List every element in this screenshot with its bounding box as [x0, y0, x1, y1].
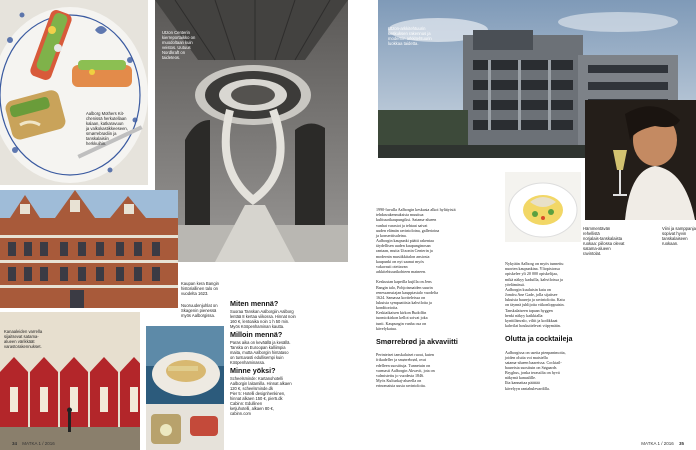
caption-renaissance-2: Nuoruudenjuhlat on Skagenin pienessä myös Aalborgissa.	[181, 303, 218, 318]
info-sidebar	[230, 298, 346, 416]
article-nightlife-paragraph: Nykyään Aalborg on myös tunnettu nuorten kaupunkina. Yliopistossa opiskelee yli 20 000 opiskelijaa, mikä näkyy kaduilla, kahviloissa ja yöelämässä. Aalborgin kuuluisin katu on Jomfru Ane Gade, jolla sijaitsee lukuisia baareja ja ravintoloita. Katu on täynnä juhlijoita viikonloppuisin. Tanskalaiseen tapaan hyggen henki näkyy kaikkialla: kynttilänvalo, viltit ja kodikkaat kahvilat houkuttelevat viipymään.	[505, 261, 565, 329]
caption-museum-building: Utzon-arkkitehtuurin keskuksen rakennus ja modernin arkkitehtuurin luokkaa taidetta.	[388, 26, 432, 46]
caption-wine-glass: Viini ja samppanja sopivat hyvin tanskalaiseen ruokaan.	[662, 226, 696, 246]
caption-atrium: Utzon Centerin kierreportaikko on muodoltaan kuin veistos. Uutuus Nordkraft on taideteos.	[162, 30, 196, 60]
article-column-2	[505, 256, 623, 396]
left-page-number: 34	[12, 441, 18, 446]
when-to-go-heading: Milloin mennä?	[230, 330, 283, 339]
how-to-go-body: Suoraa Tanskan Aalborgiin Aalborg lentää 8 kertaa viikossa. Hinnat noin 160 €, lentoaika noin 1 h 50 min. Myös Kööpenhaminan kautta.	[230, 309, 296, 329]
left-magazine-issue: MATKA 1 / 2016	[22, 441, 55, 446]
article-paragraph-2: Keskustan kapeilla kujilla on Jens Bangin talo, Pohjoismaiden suurin renessanssiajan kauppiastalo vuodelta 1624. Samassa kortteleissa on lukuisia sympaattisia kahviloita ja konditorioita. Keskiaikaisen kirkon Budolfin tuomiokirkon kellot soivat joka tunti. Kaupungin vanha osa on kävelykatua.	[376, 279, 439, 331]
caption-harbor-houses: Kanaaleiden varrella sijaitsevat satama- alueen värikkäät varastorakennukset.	[4, 329, 43, 349]
right-magazine-issue: MATKA 1 / 2016	[641, 441, 674, 446]
left-page-folio	[12, 441, 55, 446]
heading-smorrebrod: Smørrebrød ja akvaviitti	[376, 337, 458, 347]
food-plate-photo	[0, 0, 148, 185]
right-page-folio	[641, 441, 684, 446]
wine-glass-photo	[585, 100, 696, 220]
where-to-stay-body: Scheelsminde: Kartanohotelli Aalborgin laitamilla. Hinnat alkaen 120 €, scheelsminde.dk Pier 5: Hotelli designhenkinen, hinnat alkaen 150 €, pier5.dk Cabinn: Edullinen ketjuhotelli, alkaen 80 €, cabinn.com	[230, 376, 292, 416]
where-to-stay-heading: Minne yöksi?	[230, 366, 276, 375]
heading-beer-cocktails: Olutta ja cocktaileja	[505, 334, 573, 344]
caption-renaissance: Kaupan kera Bangin historiallinen talo on vuodelta 1623.	[181, 281, 219, 296]
article-intro-1: 1990-luvulla Aalborgin keskusta alkoi hylätyistä tehdasrakennuksista muuttua kulttuurikaupungiksi. Satama-alueen vanhat varastot ja tehtaat saivat uuden elämän ravintoloina, gallerioina ja konserttisaleina. Aalborgin kaupunki päätti rakentaa täydellisen uuden kaupunginosan rantaan, mutta Utzonin Centerin ja modernin musiikkitalon ansiosta kaupunki on nyt saanut myös vakavasti otettavan arkkitehtuurikohteen maineen.	[376, 207, 456, 275]
right-page-number: 35	[678, 441, 684, 446]
article-beer-paragraph: Aalborgissa on useita pienpanimoita, joiden oluita voi maistella satama-alueen baareissa. Cocktail- baareista suosituin on Søgaards Bryghus, jonka terassilta on hyvä näkymä kanaalille. Ilta kannattaa päättää kävelyyn rantabulevardilla.	[505, 349, 566, 391]
bread-dish-photo	[146, 326, 224, 450]
renaissance-building-photo	[0, 190, 178, 308]
fish-dish-photo	[505, 172, 581, 242]
article-food-paragraph: Perinteiset tanskalaiset ruoat, kuten frikadeller ja smørrebrød, ovat edelleen suosittuja. Tunnetuin on varmasti Aalborgin Akvavit, jota on valmistettu jo vuodesta 1846. Myös Kulturkaj-alueella on erinomaisia uusia ravintoloita.	[376, 352, 435, 389]
when-to-go-body: Paras aika on keväällä ja kesällä. Tanska on Euroopan kalliimpia maita, mutta Aalborgin hintataso on tuntuvasti edullisempi kuin Kööpenhaminassa.	[230, 340, 291, 365]
caption-food-plate: Aalborg Mothers Kit- chenissä herkutellaan kalaan, katkaravuun ja valkokastikkeeseen, smørrebrødiin ja tanskalaisiin herkkuihin.	[86, 111, 128, 146]
caption-chef: Hämmentävän rehellistä norjalais-tanskalaista ruokaa: piilossa olevat satama-alueen ravintolat.	[583, 226, 625, 256]
how-to-go-heading: Miten mennä?	[230, 299, 279, 308]
article-column-1	[376, 202, 494, 393]
